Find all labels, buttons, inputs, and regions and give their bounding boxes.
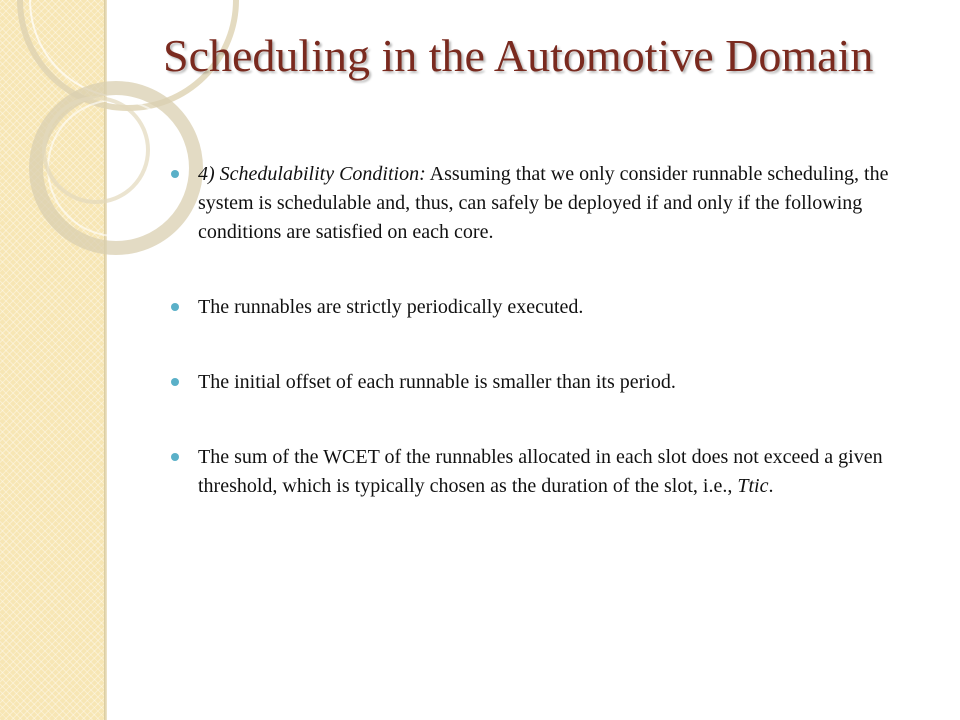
- page-title: Scheduling in the Automotive Domain: [163, 30, 874, 81]
- bullet-list: [170, 160, 910, 501]
- list-item: [170, 368, 910, 397]
- bullet-icon: [171, 378, 179, 386]
- bullet-icon: [171, 170, 179, 178]
- bullet-text: The initial offset of each runnable is smaller than its period.: [198, 371, 676, 393]
- list-item: [170, 443, 910, 501]
- bullet-tail-italic: Ttic: [737, 475, 769, 497]
- list-item: [170, 293, 910, 322]
- list-item: [170, 160, 910, 247]
- bullet-text: The runnables are strictly periodically executed.: [198, 296, 584, 318]
- bullet-text: The sum of the WCET of the runnables allocated in each slot does not exceed a given threshold, which is typically chosen as the duration of the slot, i.e.,: [198, 446, 883, 497]
- bullet-icon: [171, 453, 179, 461]
- bullet-tail: .: [768, 475, 774, 497]
- bullet-icon: [171, 303, 179, 311]
- bullet-lead-italic: 4) Schedulability Condition:: [198, 163, 426, 185]
- bullet-text: Assuming that we only consider runnable scheduling, the system is schedulable and, thus, can safely be deployed if and only if the following conditions are satisfied on each core.: [198, 163, 889, 243]
